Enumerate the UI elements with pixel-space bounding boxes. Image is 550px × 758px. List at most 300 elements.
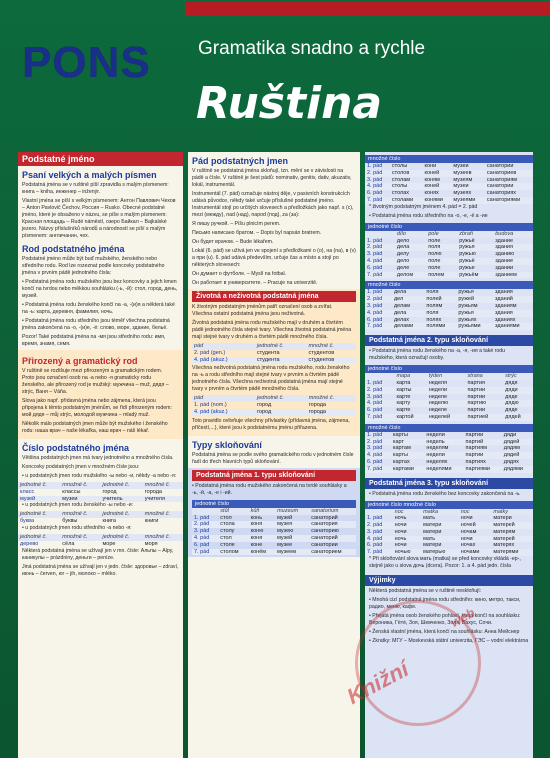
table-header-cell: jednotné č. (18, 534, 60, 541)
declension-table-n-pl (365, 289, 533, 330)
table-cell: дело (396, 237, 410, 244)
table-cell: 6. pád (367, 458, 383, 465)
stamp-text: Knižní (342, 656, 413, 710)
table-cell: 4. pád (192, 535, 218, 542)
note: * Při skloňování slova мать (matka) se před koncovky vkládá -ер-, stejně jako u slova дочь (dcera). Pozor: 1. a 4. pád jedn. čísla (369, 556, 521, 570)
bullet: • Podstatná jména rodu ženského na -а, -я, -ия a také rodu mužského, která označují osoby. (369, 348, 506, 362)
bullet: • Podstatná jména rodu středního na -о, -е, -ё a -ие (369, 212, 488, 219)
table-cell: города (308, 402, 326, 409)
table-header-cell: kůň (249, 508, 275, 515)
table-cell: неделя (428, 379, 447, 386)
table-cell: карт (391, 439, 424, 446)
table-cell: столах (391, 190, 410, 197)
table-cell: стола (218, 521, 248, 528)
table-row (365, 197, 533, 204)
table-cell: санаторием (309, 549, 356, 556)
bullet: • u podstatných jmen rodu mužského -ы nebo -и, někdy -а nebo -я: (22, 473, 177, 479)
table-cell: карте (396, 407, 411, 414)
table-row (365, 452, 533, 459)
table-cell: полей (424, 296, 456, 303)
table-cell: 2. pád (365, 439, 391, 446)
table-cell: студента (256, 349, 280, 356)
paragraph: Instrumentál (7. pád) označuje nástroj děje, v pasivních konstrukcích udává původce, někdy také určuje příslušné podstatné jméno. Instrumentál stojí po určitých slovesech a předložkách jako např. s (с), mezi (между), nad (над), napod (под), za (за): (192, 191, 354, 218)
table-header-cell: pole (426, 231, 457, 238)
table-cell: музеи (453, 163, 469, 169)
table-cell: партией (465, 414, 503, 421)
bullet: • Podstatná jména rodu mužského jsou bez koncovky a jejich kmen končí na tvrdou nebo měkkou souhlásku (-ь, -й): стол, город, день, музей. (22, 279, 178, 299)
table-cell: полях (426, 316, 442, 323)
table-cell: матери (493, 515, 512, 522)
table-cell: 1. pád (367, 237, 383, 244)
table-cell: 2. pád (192, 521, 218, 528)
table-cell: зданиями (493, 323, 533, 330)
table-cell: партию (465, 400, 503, 407)
table-cell: столам (391, 176, 411, 183)
table-cell: ночей (459, 522, 492, 529)
table-cell: столами (390, 197, 423, 204)
table-row (192, 521, 356, 528)
table-cell: здания (493, 310, 533, 317)
table-cell: зданиях (494, 316, 516, 323)
table-cell: неделю (427, 400, 466, 407)
table-cell: недель (424, 439, 463, 446)
table-row (365, 542, 533, 549)
example: Я пишу ручкой. – Píšu plnicím perem. (192, 221, 281, 227)
table-cell: музеев (451, 170, 484, 177)
table-header-cell (365, 231, 395, 238)
table-cell: музеи (451, 183, 484, 190)
table-row (365, 265, 533, 272)
table-row (365, 387, 533, 394)
table-header-cell: muzeum (275, 508, 309, 515)
table-cell: ружья (456, 310, 493, 317)
table-cell: карты (391, 452, 424, 459)
table-row (192, 515, 356, 522)
table-row (365, 439, 533, 446)
table-cell: студентов (306, 357, 356, 364)
table-cell: музей (275, 535, 309, 542)
paragraph: K životným podstatným jménům patří označení osob a zvířat. Všechna ostatní podstatná jména jsou neživotná. (192, 304, 333, 317)
table-header-cell: množné č. (143, 511, 183, 518)
table-cell: партии (465, 431, 484, 438)
bullet: • Zkratky: МГУ – Moskevská státní univerzita, ГЭС – vodní elektrárna (369, 638, 529, 645)
table-header-cell: sanatorium (309, 508, 356, 515)
table-cell: 4. pád (akuz.) (192, 357, 255, 364)
table-cell: карты (394, 387, 426, 394)
table-header-row (18, 534, 183, 541)
declension-table-n-sg (365, 231, 533, 279)
table-cell: 7. pád (192, 549, 218, 556)
table-cell: 1. pád (367, 515, 383, 522)
table-header-cell: pád (192, 343, 255, 350)
table-row (365, 258, 533, 265)
table-title: jednotné číslo (192, 500, 356, 508)
table-cell: ночами (459, 549, 492, 556)
table-cell: партии (464, 452, 502, 459)
table-cell: конь (250, 514, 263, 521)
table-header-cell (192, 508, 218, 515)
table-title: množné číslo (365, 155, 533, 163)
table-header-cell: jednotné č. (255, 395, 307, 402)
bullet: • Podstatná jména rodu středního jsou téměř všechna podstatná jména zakončená na -о, -(и)е, -ё: слово, море, здание, бельё. (22, 318, 170, 331)
table-title: jednotné číslo (365, 365, 533, 373)
table-header-cell: pád (192, 395, 255, 402)
section-title: Psaní velkých a malých písmen (22, 170, 157, 180)
table-row (365, 251, 533, 258)
table-cell: 3. pád (367, 176, 383, 183)
table-cell: 2. pád (365, 170, 390, 177)
table-cell: поле (426, 258, 457, 265)
table-cell: картами (391, 466, 424, 473)
table-header-cell: noc (459, 509, 492, 516)
table-cell: коню (250, 528, 264, 535)
table-cell: музей (18, 496, 60, 503)
table-cell: партиях (465, 458, 486, 465)
table-cell: столы (390, 183, 423, 190)
table-cell: город (255, 409, 307, 416)
paragraph: Podstatné jméno může být buď mužského, ženského nebo středního rodu. Rod lze rozeznat podle koncovky podstatného jména v prvním pádě jednotného čísla: (22, 256, 165, 276)
table-cell: ружьё (457, 258, 493, 265)
table-cell: музею (277, 528, 294, 535)
table-cell: ружьё (459, 237, 475, 244)
table-header-row (18, 511, 183, 518)
table-cell: дел (392, 296, 424, 303)
table-cell: ружьями (456, 323, 493, 330)
table-cell: 3. pád (194, 528, 210, 535)
table-cell: музеи (60, 496, 100, 503)
table-cell: учитель (100, 496, 142, 503)
table-header-row (18, 482, 183, 489)
table-cell: 6. pád (367, 407, 383, 414)
table-cell: коня (249, 521, 275, 528)
table-cell: дяди (503, 431, 517, 438)
pons-logo: PONS (22, 38, 151, 87)
table-cell: санаториям (486, 176, 518, 183)
table-cell: 1. pád (nom.) (194, 402, 227, 409)
table-row (18, 496, 183, 503)
section-bar: Podstatná jména 1. typu skloňování (192, 470, 356, 481)
table-cell: ружье (459, 264, 475, 271)
table-cell: зданиям (494, 302, 517, 309)
table-cell: стол (220, 514, 232, 521)
table-cell: сёла (62, 540, 75, 547)
table-cell: ночи (459, 536, 492, 543)
table-cell: коне (250, 541, 263, 548)
table-header-cell: množné č. (306, 343, 356, 350)
table-cell: дяди (503, 387, 533, 394)
table-row (365, 272, 533, 279)
declension-table-m-sg (192, 508, 356, 556)
plural-table-neuter (18, 534, 183, 548)
plural-table-masculine (18, 482, 183, 502)
declension-table-m-pl (365, 163, 533, 204)
note: Jiná podstatná jména se užívají jen v jedn. čísle: здоровье – zdraví, июнь – červen, юг – jih, молоко – mléko. (22, 563, 179, 577)
table-cell: делах (393, 316, 410, 323)
table-header-cell: strana (465, 373, 503, 380)
section-title: Rod podstatného jména (22, 244, 125, 254)
table-row (365, 432, 533, 439)
table-cell: недели (424, 452, 463, 459)
example: Он работает в университете. – Pracuje na univerzitě. (192, 280, 318, 286)
table-cell: 6. pád (367, 264, 383, 271)
table-cell: музеями (451, 197, 484, 204)
table-row (365, 522, 533, 529)
table-header-cell: matky (491, 509, 533, 516)
book-title: Ruština (196, 78, 383, 129)
table-cell: неделе (428, 407, 448, 414)
table-cell: 7. pád (365, 197, 390, 204)
table-cell: 3. pád (367, 393, 383, 400)
paragraph: Životná podstatná jména rodu mužského mají v druhém a čtvrtém pádě jednotného čísla stejné tvary. Všechna životná podstatná jména mají stejné tvary v druhém a čtvrtém pádě množného čísla. (192, 320, 352, 340)
table-row (365, 549, 533, 556)
table-cell: ночам (460, 528, 477, 535)
table-cell: дела (392, 310, 424, 317)
table-cell: неделями (424, 466, 463, 473)
table-header-row (365, 373, 533, 380)
table-cell: 4. pád (akuz.) (192, 409, 255, 416)
table-header-cell: množné č. (143, 482, 183, 489)
table-row (365, 394, 533, 401)
paragraph: Několik málo podstatných jmen může být mužského i ženského rodu: наша врач – naše lékařka, наш врач – náš lékař. (22, 421, 168, 434)
table-cell: коней (423, 170, 452, 177)
table-cell: кони (424, 163, 437, 169)
table-cell: 7. pád (365, 549, 393, 556)
table-cell: санаторий (311, 514, 338, 521)
table-cell: 4. pád (365, 183, 390, 190)
table-cell: делу (396, 251, 409, 258)
table-header-row (192, 343, 356, 350)
table-cell: санатория (309, 521, 356, 528)
section-header: Podstatné jméno (18, 152, 183, 166)
table-cell: санаториях (486, 190, 517, 197)
paragraph: Některá podstatná jména se v ruštině neskloňují: (369, 588, 482, 595)
table-row (192, 409, 356, 416)
table-cell: столе (220, 541, 235, 548)
table-cell: поля (424, 310, 456, 317)
declension-table-f-sg (365, 373, 533, 421)
table-cell: карта (396, 379, 411, 386)
table-cell: коням (424, 176, 440, 183)
table-cell: деле (396, 264, 410, 271)
table-header-cell: stůl (218, 508, 248, 515)
table-cell: дядю (503, 400, 533, 407)
table-cell: буква (20, 518, 35, 525)
table-row (192, 549, 356, 556)
table-cell: ружьём (457, 272, 493, 279)
table-cell: 4. pád (365, 258, 395, 265)
section-bar: Podstatná jména 2. typu skloňování (365, 335, 533, 346)
table-header-cell: množné č. (60, 511, 100, 518)
table-header-row (192, 508, 356, 515)
table-cell: коней (423, 183, 452, 190)
table-cell: матерью (421, 549, 459, 556)
table-cell: конях (424, 190, 439, 197)
table-cell: дело (395, 258, 426, 265)
table-cell: стол (218, 535, 248, 542)
table-cell: ночи (460, 515, 473, 522)
table-cell: дядях (503, 458, 519, 465)
table-row (365, 296, 533, 303)
table-cell: дядей (502, 439, 533, 446)
table-cell: студента (255, 357, 307, 364)
table-cell: делам (393, 302, 411, 309)
table-cell: город (102, 488, 117, 495)
paragraph: Lokál (6. pád) se užívá jen ve spojení s předložkami о (o), на (na), в (v) a при (u). 6. pád udává především, určuje čas a místo a stojí po některých slovesech: (192, 248, 356, 268)
paragraph: Koncovky podstatných jmen v množném čísle jsou: (22, 464, 140, 470)
table-cell: города (307, 409, 356, 416)
table-cell: столу (220, 528, 235, 535)
table-row (365, 323, 533, 330)
table-cell: 3. pád (367, 251, 383, 258)
table-cell: ночью (393, 549, 421, 556)
table-row (365, 400, 533, 407)
stamp-text: web (447, 604, 478, 631)
table-header-cell: zbraň (457, 231, 493, 238)
table-cell: матери (421, 522, 459, 529)
plural-table-feminine (18, 511, 183, 525)
table-cell: партиями (464, 466, 502, 473)
table-cell: конём (249, 549, 275, 556)
section-title: Typy skloňování (192, 439, 262, 450)
table-row (192, 528, 356, 535)
table-cell: матери (423, 528, 442, 535)
table-header-cell (365, 373, 394, 380)
paragraph: Vlastní jména se píší s velkým písmenem: Антон Павлович Чехов – Anton Pavlovič Čechov, Россия – Rusko. Obecné podstatné jméno, které je obsaženo v názvu, se píše s malým písmenem: Красная площадь – Rudé náměstí, озеро Байкал – Bajkalské jezero. Názvy příslušníků národů a národností se píší s malým písmenem: англичанин, чех. (22, 198, 176, 239)
example: Он будет врачом. – Bude lékařem. (192, 239, 274, 245)
table-cell: 3. pád (367, 302, 383, 309)
table-cell: 2. pád (365, 522, 393, 529)
table-cell: город (257, 402, 272, 409)
table-cell: карте (396, 393, 411, 400)
note: Pozor! Také podstatná jména na -мя jsou středního rodu: имя, время, знамя, семя. (22, 334, 166, 347)
table-header-row (192, 395, 356, 402)
table-cell: матерей (491, 522, 533, 529)
table-cell: ружей (456, 296, 493, 303)
table-cell: 3. pád (367, 445, 383, 452)
paragraph: V ruštině se podstatná jména skloňují, tzn. mění se v závislosti na pádě a čísle. V ruštině je šest pádů: nominativ, genitiv, dativ, akuzativ, lokál, instrumentál. (192, 168, 352, 188)
bullet: • Přejatá jména osob ženského pohlaví, která končí na souhlásku: Вероника, Гётé, Зоя, Шевченко, Золя, Бахус, Сочи. (369, 613, 521, 627)
table-cell: картой (394, 414, 426, 421)
table-cell: студентов (308, 349, 335, 356)
table-cell: поля (426, 289, 439, 296)
table-cell: 1. pád (367, 431, 383, 438)
bullet: • Podstatná jména rodu ženského končí na -а, -(и)я a některá také na -ь: карта, деревня, фамилия, ночь. (22, 302, 175, 315)
table-cell: санатории (485, 183, 533, 190)
table-header-cell: množné č. (307, 395, 356, 402)
table-cell: 1. pád (367, 379, 383, 386)
table-cell: ночах (460, 542, 476, 549)
table-row (365, 310, 533, 317)
table-cell: 6. pád (367, 542, 383, 549)
table-cell: 4. pád (365, 536, 393, 543)
table-cell: здание (493, 258, 533, 265)
table-row (365, 466, 533, 473)
table-cell: зданием (493, 272, 533, 279)
paragraph: Podstatná jména se podle svého gramatického rodu v jednotném čísle řadí do třech hlavních typů skloňování. (192, 451, 354, 465)
table-cell: 2. pád (gen.) (194, 349, 226, 356)
table-cell: зданий (493, 296, 533, 303)
table-cell: 4. pád (365, 400, 394, 407)
table-cell: столы (391, 163, 408, 169)
table-header-cell: množné č. (60, 482, 100, 489)
table-cell: поле (428, 264, 441, 271)
table-header-cell: noc (393, 509, 421, 516)
table-header-cell: strýc (503, 373, 533, 380)
table-row (192, 542, 356, 549)
table-header-row (365, 231, 533, 238)
table-header-row (365, 509, 533, 516)
table-cell: 1. pád (367, 163, 383, 169)
table-cell: 6. pád (194, 541, 210, 548)
table-cell: матерям (493, 528, 516, 535)
table-cell: 4. pád (365, 310, 392, 317)
table-cell: классы (62, 488, 81, 495)
table-cell: мать (421, 536, 459, 543)
table-row (18, 489, 183, 496)
table-row (192, 357, 356, 364)
table-cell: ружьям (458, 302, 478, 309)
highlight-box (18, 350, 183, 439)
table-cell: здании (495, 264, 514, 271)
book-subtitle: Gramatika snadno a rychle (198, 38, 426, 59)
paragraph: Všechna neživotná podstatná jména rodu mužského, rodu ženského na -ь a rodu středního mají stejné tvary v prvním a čtvrtém pádě jednotného čísla. Všechna neživotná podstatná jména mají stejné tvary v prvním a čtvrtém pádě množného čísla. (192, 365, 350, 393)
table-cell: полем (426, 272, 457, 279)
table-cell: дядям (503, 445, 520, 452)
table-cell: музее (277, 541, 293, 548)
table-cell: столом (218, 549, 248, 556)
table-cell: буквы (62, 518, 78, 525)
section-bar: Životná a neživotná podstatná jména (192, 291, 356, 302)
table-header-cell: mapa (394, 373, 426, 380)
column-1 (18, 152, 183, 758)
table-cell: ружью (459, 251, 476, 258)
table-cell: ружья (458, 289, 474, 296)
table-cell: ночь (393, 536, 421, 543)
table-header-cell: jednotné č. (18, 511, 60, 518)
paragraph: Podstatná jména se v ruštině píší zpravidla s malým písmenem: книга – kniha, инженер – inženýr. (22, 182, 169, 195)
table-cell: музеях (453, 190, 472, 197)
table-cell: море (102, 540, 116, 547)
section-title: Pád podstatných jmen (192, 156, 289, 166)
table-row (18, 541, 183, 548)
inanimate-table (192, 395, 356, 415)
table-cell: 2. pád (365, 244, 395, 251)
table-cell: партии (467, 393, 486, 400)
table-cell: полю (428, 251, 442, 258)
table-cell: дядей (502, 452, 533, 459)
animate-table (192, 343, 356, 363)
column-2 (188, 152, 360, 758)
table-row (192, 350, 356, 357)
table-cell: матерей (491, 536, 533, 543)
table-cell: партиям (465, 445, 487, 452)
table-title: jednotné číslo množné číslo (365, 501, 533, 509)
table-row (192, 402, 356, 409)
table-cell: 7. pád (365, 414, 394, 421)
table-cell: учителя (143, 496, 183, 503)
table-header-cell: budova (493, 231, 533, 238)
table-header-cell: jednotné č. (255, 343, 307, 350)
table-cell: санаторию (311, 528, 339, 535)
table-cell: матери (423, 542, 442, 549)
table-cell: здание (495, 237, 514, 244)
table-cell: здания (494, 289, 513, 296)
table-cell: санаторий (309, 535, 356, 542)
table-header-cell: týden (427, 373, 466, 380)
table-cell: 6. pád (367, 316, 383, 323)
table-header-cell: jednotné č. (100, 482, 142, 489)
table-row (365, 190, 533, 197)
